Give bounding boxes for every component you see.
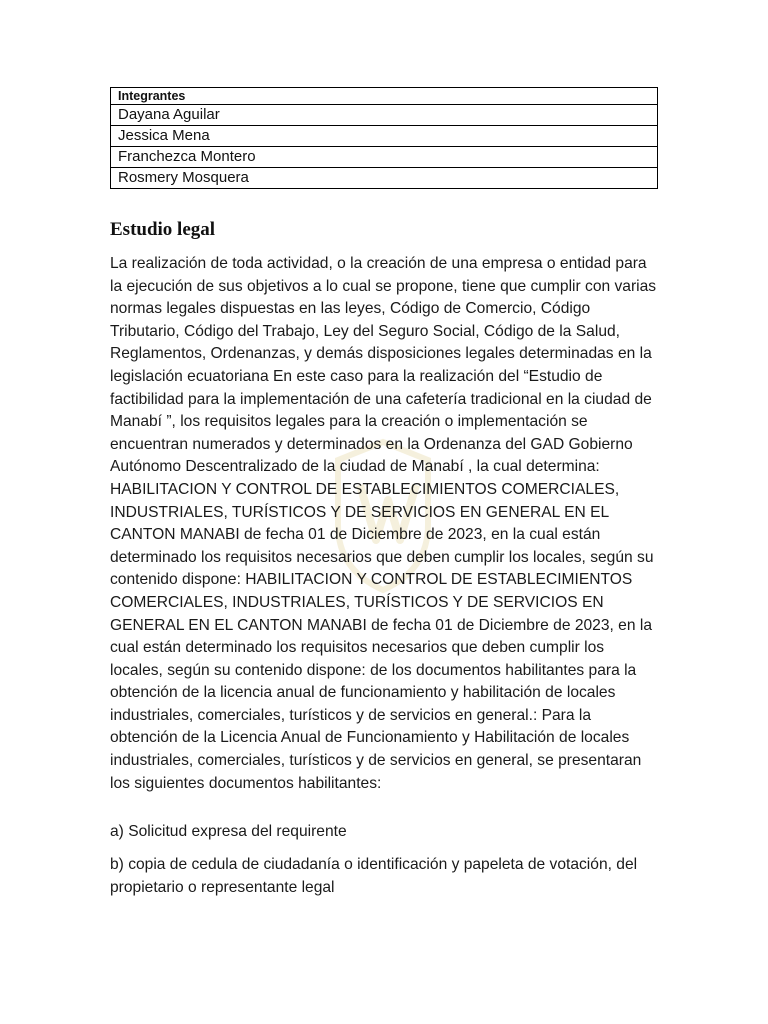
table-header-row	[111, 88, 658, 105]
members-table	[110, 87, 658, 189]
table-cell: Jessica Mena	[111, 126, 658, 147]
table-cell: Rosmery Mosquera	[111, 168, 658, 189]
table-header-cell: Integrantes	[111, 88, 658, 105]
table-cell: Dayana Aguilar	[111, 105, 658, 126]
table-row	[111, 147, 658, 168]
table-row	[111, 168, 658, 189]
table-row	[111, 126, 658, 147]
requirement-item: a) Solicitud expresa del requirente	[110, 823, 347, 840]
table-cell: Franchezca Montero	[111, 147, 658, 168]
requirement-item: b) copia de cedula de ciudadanía o identificación y papeleta de votación, del propietario o representante legal	[110, 856, 638, 896]
section-heading: Estudio legal	[110, 219, 216, 240]
body-paragraph: La realización de toda actividad, o la creación de una empresa o entidad para la ejecución de sus objetivos a lo cual se propone, tiene que cumplir con varias normas legales dispuestas en las leyes, Código de Comercio, Código Tributario, Código del Trabajo, Ley del Seguro Social, Código de la Salud, Reglamentos, Ordenanzas, y demás disposiciones legales determinadas en la legislación ecuatoriana En este caso para la realización del “Estudio de factibilidad para la implementación de una cafetería tradicional en la ciudad de Manabí ”, los requisitos legales para la creación o implementación se encuentran numerados y determinados en la Ordenanza del GAD Gobierno Autónomo Descentralizado de la ciudad de Manabí , la cual determina: HABILITACION Y CONTROL DE ESTABLECIMIENTOS COMERCIALES, INDUSTRIALES, TURÍSTICOS Y DE SERVICIOS EN GENERAL EN EL CANTON MANABI de fecha 01 de Diciembre de 2023, en la cual están determinado los requisitos necesarios que deben cumplir los locales, según su contenido dispone: HABILITACION Y CONTROL DE ESTABLECIMIENTOS COMERCIALES, INDUSTRIALES, TURÍSTICOS Y DE SERVICIOS EN GENERAL EN EL CANTON MANABI de fecha 01 de Diciembre de 2023, en la cual están determinado los requisitos necesarios que deben cumplir los locales, según su contenido dispone: de los documentos habilitantes para la obtención de la licencia anual de funcionamiento y habilitación de locales industriales, comerciales, turísticos y de servicios en general.: Para la obtención de la Licencia Anual de Funcionamiento y Habilitación de locales industriales, comerciales, turísticos y de servicios en general, se presentaran los siguientes documentos habilitantes:	[110, 255, 657, 792]
table-row	[111, 105, 658, 126]
